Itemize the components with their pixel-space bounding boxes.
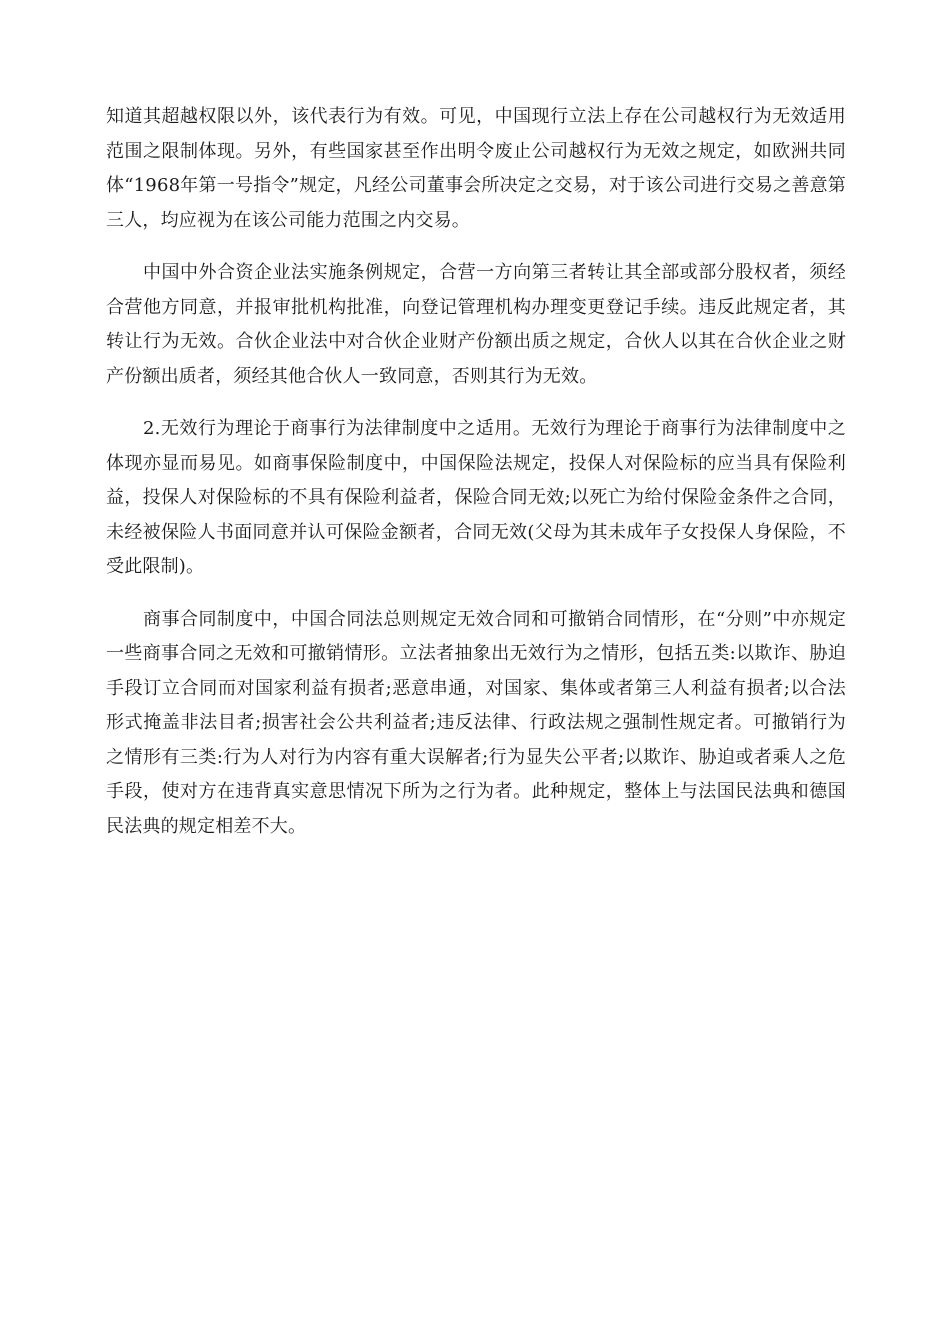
- document-body: [106, 100, 846, 862]
- paragraph-4: 商事合同制度中，中国合同法总则规定无效合同和可撤销合同情形，在“分则”中亦规定一些商事合同之无效和可撤销情形。立法者抽象出无效行为之情形，包括五类:以欺诈、胁迫手段订立合同而对国家利益有损者;恶意串通，对国家、集体或者第三人利益有损者;以合法形式掩盖非法目者;损害社会公共利益者;违反法律、行政法规之强制性规定者。可撤销行为之情形有三类:行为人对行为内容有重大误解者;行为显失公平者;以欺诈、胁迫或者乘人之危手段，使对方在违背真实意思情况下所为之行为者。此种规定，整体上与法国民法典和德国民法典的规定相差不大。: [106, 608, 846, 837]
- paragraph-3: 2.无效行为理论于商事行为法律制度中之适用。无效行为理论于商事行为法律制度中之体现亦显而易见。如商事保险制度中，中国保险法规定，投保人对保险标的应当具有保险利益，投保人对保险标的不具有保险利益者，保险合同无效;以死亡为给付保险金条件之合同，未经被保险人书面同意并认可保险金额者，合同无效(父母为其未成年子女投保人身保险，不受此限制)。: [106, 418, 846, 577]
- paragraph-1: 知道其超越权限以外，该代表行为有效。可见，中国现行立法上存在公司越权行为无效适用范围之限制体现。另外，有些国家甚至作出明令废止公司越权行为无效之规定，如欧洲共同体“1968年第一号指令”规定，凡经公司董事会所决定之交易，对于该公司进行交易之善意第三人，均应视为在该公司能力范围之内交易。: [106, 106, 846, 231]
- paragraph-2: 中国中外合资企业法实施条例规定，合营一方向第三者转让其全部或部分股权者，须经合营他方同意，并报审批机构批准，向登记管理机构办理变更登记手续。违反此规定者，其转让行为无效。合伙企业法中对合伙企业财产份额出质之规定，合伙人以其在合伙企业之财产份额出质者，须经其他合伙人一致同意，否则其行为无效。: [106, 262, 846, 387]
